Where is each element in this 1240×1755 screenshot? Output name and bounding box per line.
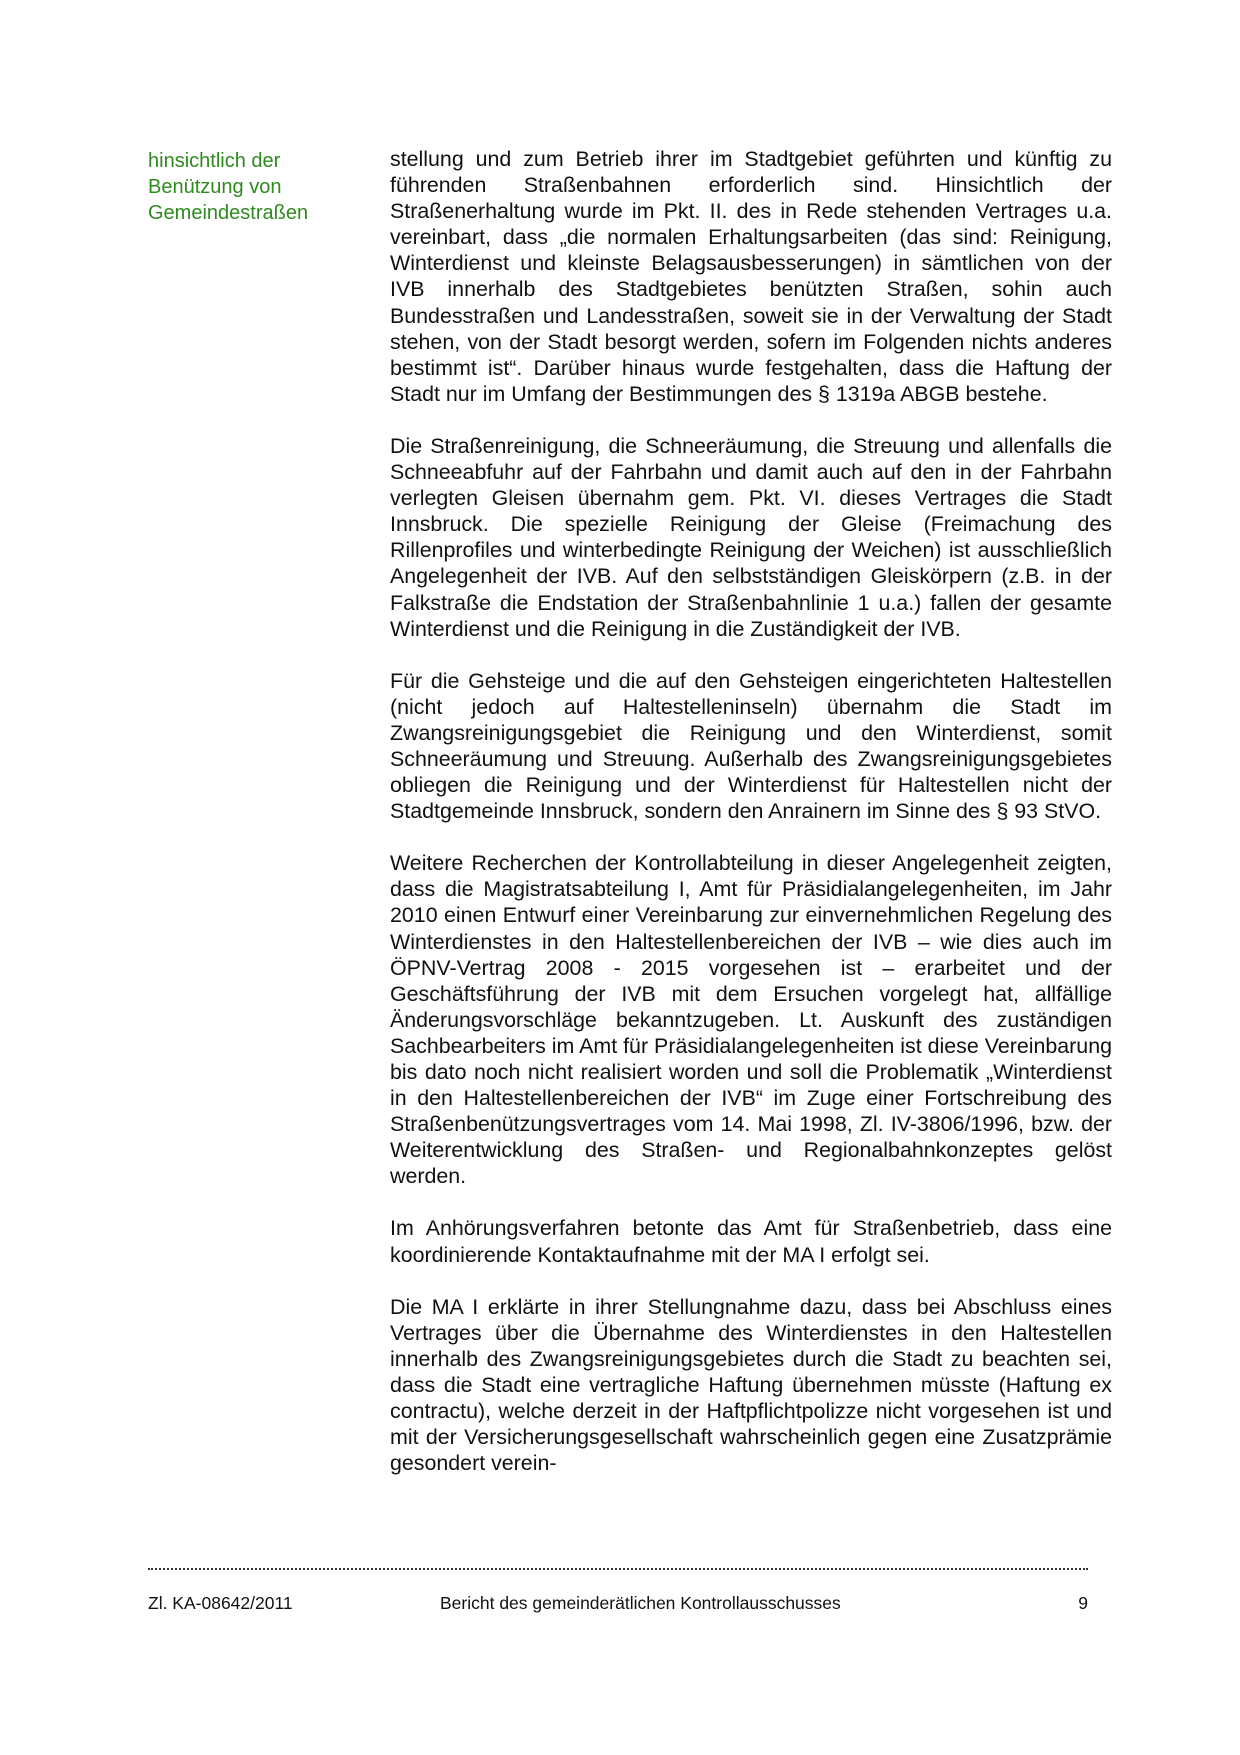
paragraph: Im Anhörungsverfahren betonte das Amt für Straßenbetrieb, dass eine koordinierende Kontaktaufnahme mit der MA I erfolgt sei. [390, 1216, 1112, 1267]
footer-reference: Zl. KA-08642/2011 [148, 1593, 293, 1613]
paragraph: stellung und zum Betrieb ihrer im Stadtgebiet geführten und künftig zu führenden Straßenbahnen erforderlich sind. Hinsichtlich der Straßenerhaltung wurde im Pkt. II. des in Rede stehenden Vertrages u.a. vereinbart, dass „die normalen Erhaltungsarbeiten (das sind: Reinigung, Winterdienst und kleinste Belagsausbesserungen) in sämtlichen von der IVB innerhalb des Stadtgebietes benützten Straßen, sohin auch Bundesstraßen und Landesstraßen, soweit sie in der Verwaltung der Stadt stehen, von der Stadt besorgt werden, sofern im Folgenden nichts anderes bestimmt ist“. Darüber hinaus wurde festgehalten, dass die Haftung der Stadt nur im Umfang der Bestimmungen des § 1319a ABGB bestehe. [390, 147, 1112, 406]
margin-note: hinsichtlich der Benützung von Gemeindestraßen [148, 150, 309, 224]
page-number: 9 [1078, 1593, 1088, 1613]
footer-title: Bericht des gemeinderätlichen Kontrollausschusses [440, 1593, 841, 1613]
page-footer [148, 1592, 1088, 1616]
paragraph: Die MA I erklärte in ihrer Stellungnahme dazu, dass bei Abschluss eines Vertrages über die Übernahme des Winterdienstes in den Haltestellen innerhalb des Zwangsreinigungsgebietes durch die Stadt zu beachten sei, dass die Stadt eine vertragliche Haftung übernehmen müsste (Haftung ex contractu), welche derzeit in der Haftpflichtpolizze nicht vorgesehen ist und mit der Versicherungsgesellschaft wahrscheinlich gegen eine Zusatzprämie gesondert verein- [390, 1294, 1112, 1476]
paragraph: Für die Gehsteige und die auf den Gehsteigen eingerichteten Haltestellen (nicht jedoch auf Haltestelleninseln) übernahm die Stadt im Zwangsreinigungsgebiet die Reinigung und den Winterdienst, somit Schneeräumung und Streuung. Außerhalb des Zwangsreinigungsgebietes obliegen die Reinigung und der Winterdienst für Haltestellen nicht der Stadtgemeinde Innsbruck, sondern den Anrainern im Sinne des § 93 StVO. [390, 668, 1112, 824]
paragraph: Die Straßenreinigung, die Schneeräumung, die Streuung und allenfalls die Schneeabfuhr auf der Fahrbahn und damit auch auf den in der Fahrbahn verlegten Gleisen übernahm gem. Pkt. VI. dieses Vertrages die Stadt Innsbruck. Die spezielle Reinigung der Gleise (Freimachung des Rillenprofiles und winterbedingte Reinigung der Weichen) ist ausschließlich Angelegenheit der IVB. Auf den selbstständigen Gleiskörpern (z.B. in der Falkstraße die Endstation der Straßenbahnlinie 1 u.a.) fallen der gesamte Winterdienst und die Reinigung in die Zuständigkeit der IVB. [390, 433, 1112, 641]
paragraph: Weitere Recherchen der Kontrollabteilung in dieser Angelegenheit zeigten, dass die Magistratsabteilung I, Amt für Präsidialangelegenheiten, im Jahr 2010 einen Entwurf einer Vereinbarung zur einvernehmlichen Regelung des Winterdienstes in den Haltestellenbereichen der IVB – wie dies auch im ÖPNV-Vertrag 2008 - 2015 vorgesehen ist – erarbeitet und der Geschäftsführung der IVB mit dem Ersuchen vorgelegt hat, allfällige Änderungsvorschläge bekanntzugeben. Lt. Auskunft des zuständigen Sachbearbeiters im Amt für Präsidialangelegenheiten ist diese Vereinbarung bis dato noch nicht realisiert worden und soll die Problematik „Winterdienst in den Haltestellenbereichen der IVB“ im Zuge einer Fortschreibung des Straßenbenützungsvertrages vom 14. Mai 1998, Zl. IV-3806/1996, bzw. der Weiterentwicklung des Straßen- und Regionalbahnkonzeptes gelöst werden. [390, 851, 1112, 1189]
main-text [390, 146, 1112, 1502]
footer-divider [148, 1568, 1088, 1570]
